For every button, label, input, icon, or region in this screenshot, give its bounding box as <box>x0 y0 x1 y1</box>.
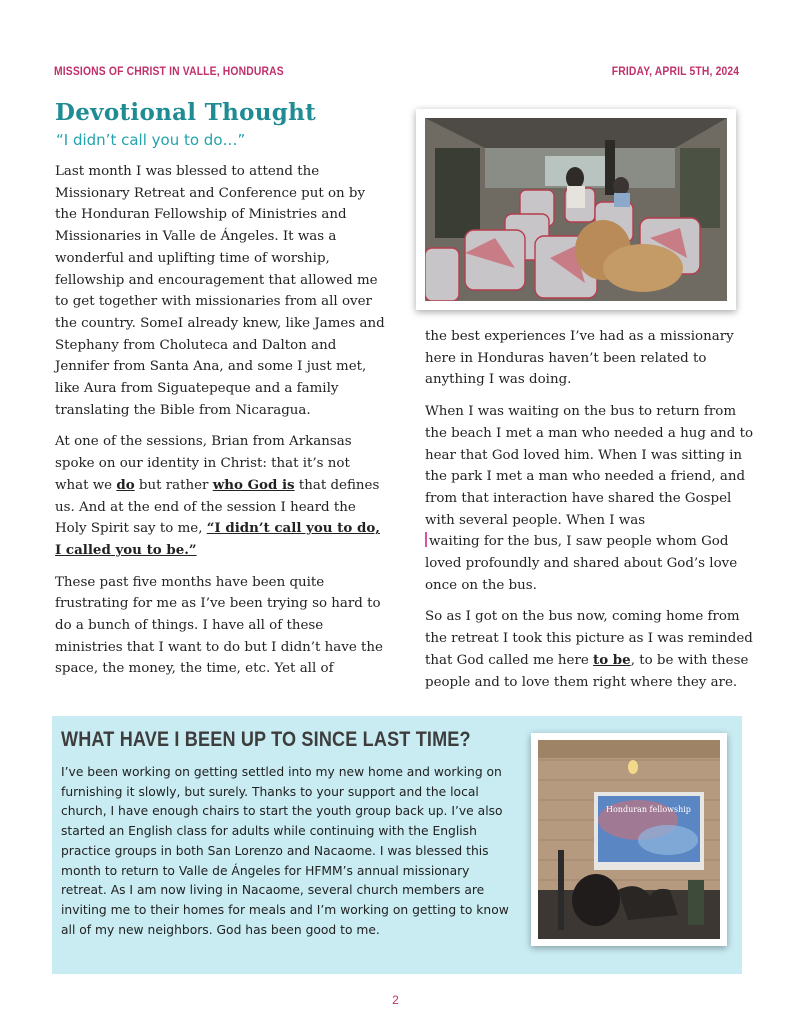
text-cursor-mark <box>425 532 427 547</box>
emphasis-to-be: to be <box>593 651 631 668</box>
paragraph-bus-stories <box>425 401 755 596</box>
paragraph-frustrating: These past five months have been quite frustrating for me as I’ve been trying so hard to do a bunch of things. I have all of these ministries that I want to do but I didn’t have the space, the money, the time, etc. Yet all of <box>55 574 383 677</box>
devotional-column-right <box>425 326 755 703</box>
newsletter-date: FRIDAY, APRIL 5TH, 2024 <box>611 64 739 78</box>
text-run: but rather <box>134 477 213 493</box>
paragraph-called-to-be <box>425 606 755 693</box>
text-run: , to be with these people and to love them right where they are. <box>425 652 749 690</box>
newsletter-name: MISSIONS OF CHRIST IN VALLE, HONDURAS <box>54 64 284 78</box>
conference-image <box>538 740 720 939</box>
text-run: At one of the sessions, Brian from Arkansas spoke on our identity in Christ: that it’s not what we <box>55 434 352 493</box>
text-run: So as I got on the bus now, coming home from the retreat I took this picture as I was reminded that God called me here <box>425 609 753 668</box>
update-text: I’ve been working on getting settled into my new home and working on furnishing it slowly, but surely. Thanks to your support and the local church, I have enough chairs to start the youth group back up. I’ve also started an English class for adults while continuing with the English practice groups in both San Lorenzo and Nacaome. I was blessed this month to return to Valle de Ángeles for HFMM’s annual missionary retreat. As I am now living in Nacaome, several church members are inviting me to their homes for meals and I’m working on getting to know all of my new neighbors. God has been good to me. <box>61 765 509 937</box>
emphasis-who-god-is: who God is <box>212 476 295 493</box>
bus-interior-image <box>425 118 727 301</box>
page-number: 2 <box>392 993 399 1007</box>
church-photo <box>531 733 727 946</box>
emphasis-do: do <box>116 476 135 493</box>
devotional-column-left <box>55 161 385 690</box>
paragraph-identity <box>55 431 385 561</box>
emphasis-quote: “I didn’t call you to do, I called you to be.” <box>55 520 380 558</box>
screen-caption: Honduran fellowship <box>606 805 691 814</box>
paragraph-best-experiences: the best experiences I’ve had as a missionary here in Honduras haven’t been related to anything I was doing. <box>425 329 734 388</box>
devotional-subtitle: “I didn’t call you to do…” <box>56 131 246 149</box>
text-run: that defines us. And at the end of the session I heard the Holy Spirit say to me, <box>55 477 380 537</box>
text-run: When I was waiting on the bus to return from the beach I met a man who needed a hug and to hear that God loved him. When I was sitting in the park I met a man who needed a friend, and from that interaction have shared the Gospel with several people. When I was <box>425 404 754 528</box>
devotional-title: Devotional Thought <box>55 99 317 126</box>
bus-photo <box>416 109 736 310</box>
paragraph-retreat: Last month I was blessed to attend the Missionary Retreat and Conference put on by the Honduran Fellowship of Ministries and Missionaries in Valle de Ángeles. It was a wonderful and uplifting time of worship, fellowship and encouragement that allowed me to get together with missionaries from all over the country. SomeI already knew, like James and Stephany from Choluteca and Dalton and Jennifer from Santa Ana, and some I just met, like Aura from Siguatepeque and a family translating the Bible from Nicaragua. <box>55 164 385 418</box>
text-run: waiting for the bus, I saw people whom God loved profoundly and shared about God’s love once on the bus. <box>425 534 738 593</box>
update-title: WHAT HAVE I BEEN UP TO SINCE LAST TIME? <box>61 728 471 751</box>
